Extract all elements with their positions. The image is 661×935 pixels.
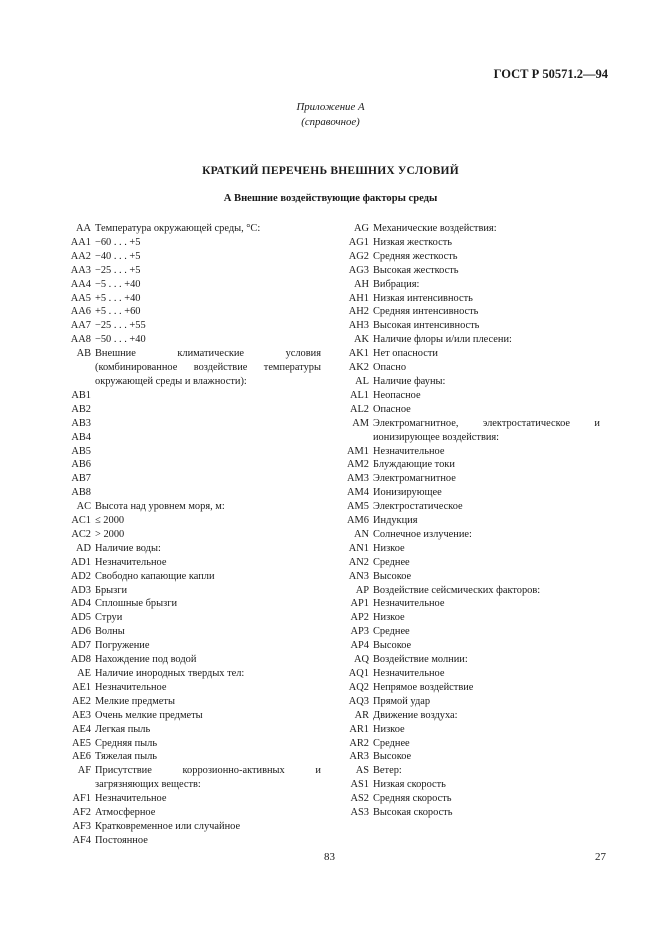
- list-item: [65, 542, 321, 556]
- right-column: [343, 222, 600, 820]
- item-code: AD6: [70, 626, 91, 638]
- list-item: [343, 486, 600, 500]
- item-code: AS2: [350, 793, 369, 805]
- item-text: Погружение: [95, 640, 150, 652]
- item-code: AD2: [70, 570, 91, 582]
- item-code: AN3: [348, 570, 369, 582]
- list-item: [343, 500, 600, 514]
- item-text: Наличие инородных твердых тел:: [95, 668, 245, 679]
- item-code: AA4: [70, 278, 91, 290]
- list-item: [343, 347, 600, 361]
- item-code: AN1: [348, 542, 369, 554]
- item-text: −60 . . . +5: [95, 236, 141, 248]
- item-code: AA2: [70, 250, 91, 262]
- list-item: [65, 709, 321, 723]
- item-text: Постоянное: [95, 834, 148, 846]
- list-item: [343, 222, 600, 236]
- item-code: AC2: [71, 528, 91, 540]
- item-text: Низкая скорость: [373, 779, 446, 791]
- list-item: [65, 514, 321, 528]
- list-item: [343, 723, 600, 737]
- item-text: Воздействие молнии:: [373, 654, 468, 666]
- item-code: AH2: [348, 306, 369, 318]
- item-code: AE2: [71, 695, 91, 707]
- standard-number: ГОСТ Р 50571.2—94: [493, 67, 608, 81]
- item-text: Незначительное: [95, 556, 167, 568]
- list-item: [65, 222, 321, 236]
- item-text: Высокая интенсивность: [373, 320, 480, 332]
- list-item: [65, 723, 321, 737]
- item-text: Прямой удар: [373, 695, 431, 707]
- item-text: Низкое: [373, 723, 405, 735]
- item-text: Вибрация:: [373, 278, 420, 290]
- list-item: [65, 611, 321, 625]
- item-code: AD4: [70, 598, 91, 610]
- item-code: AG3: [348, 264, 369, 276]
- item-code: AL2: [349, 403, 369, 415]
- item-code: AA8: [70, 334, 91, 346]
- item-code: AE5: [71, 737, 91, 749]
- item-text: Движение воздуха:: [373, 709, 458, 721]
- list-item: [343, 737, 600, 751]
- item-text: Средняя жесткость: [373, 250, 458, 262]
- list-item: [65, 556, 321, 570]
- item-text: Наличие фауны:: [373, 375, 446, 387]
- item-text: Незначительное: [373, 598, 445, 610]
- item-text: Низкая жесткость: [373, 236, 452, 248]
- item-text: Блуждающие токи: [373, 459, 455, 471]
- item-code: AH: [353, 278, 369, 290]
- item-text: −5 . . . +40: [95, 278, 141, 290]
- item-code: AL: [355, 375, 369, 387]
- item-code: AB1: [71, 389, 91, 401]
- list-item: [343, 750, 600, 764]
- item-text: Очень мелкие предметы: [95, 709, 203, 721]
- item-text: Опасно: [373, 362, 407, 374]
- list-item: [343, 584, 600, 598]
- list-item: [65, 792, 321, 806]
- list-item: [343, 625, 600, 639]
- appendix-note: (справочное): [301, 116, 360, 128]
- item-text: Средняя интенсивность: [373, 306, 479, 318]
- item-code: AS: [355, 765, 369, 777]
- item-text: Внешние климатические условия (комбинированное воздействие температуры окружающей среды и влажности):: [95, 348, 321, 387]
- item-text: Ветер:: [373, 765, 402, 777]
- list-item: [65, 333, 321, 347]
- item-text: Высокая жесткость: [373, 264, 459, 276]
- list-item: [343, 639, 600, 653]
- list-item: [343, 792, 600, 806]
- list-item: [65, 639, 321, 653]
- item-code: AB6: [71, 459, 91, 471]
- item-code: AP3: [350, 626, 369, 638]
- item-text: Брызги: [95, 584, 128, 596]
- item-text: Незначительное: [95, 793, 167, 805]
- item-code: AF: [77, 765, 91, 777]
- item-code: AD8: [70, 654, 91, 666]
- item-code: AF3: [72, 820, 91, 832]
- item-text: Механические воздействия:: [373, 223, 497, 234]
- item-text: −25 . . . +5: [95, 264, 141, 276]
- list-item: [65, 820, 321, 834]
- list-item: [343, 389, 600, 403]
- list-item: [65, 458, 321, 472]
- item-text: Электромагнитное: [373, 473, 456, 485]
- item-text: −25 . . . +55: [95, 320, 146, 332]
- item-code: AH3: [348, 320, 369, 332]
- item-code: AD1: [70, 556, 91, 568]
- item-code: AP: [355, 584, 369, 596]
- list-item: [343, 361, 600, 375]
- list-item: [343, 778, 600, 792]
- list-item: [65, 500, 321, 514]
- list-item: [65, 319, 321, 333]
- list-item: [65, 584, 321, 598]
- item-text: Неопасное: [373, 389, 421, 401]
- list-item: [343, 556, 600, 570]
- list-item: [343, 472, 600, 486]
- item-code: AE6: [71, 751, 91, 763]
- list-item: [343, 292, 600, 306]
- item-code: AB4: [71, 431, 91, 443]
- page-number-center: 83: [324, 851, 335, 863]
- list-item: [343, 653, 600, 667]
- item-code: AE1: [71, 681, 91, 693]
- list-item: [343, 542, 600, 556]
- appendix-heading: [0, 100, 661, 130]
- list-item: [65, 625, 321, 639]
- item-text: Наличие флоры и/или плесени:: [373, 334, 512, 346]
- item-text: Индукция: [373, 515, 418, 527]
- item-text: Непрямое воздействие: [373, 681, 474, 693]
- item-text: Нет опасности: [373, 348, 438, 360]
- list-item: [343, 528, 600, 542]
- item-code: AK1: [348, 348, 369, 360]
- list-item: [343, 403, 600, 417]
- item-text: Легкая пыль: [95, 723, 151, 735]
- item-code: AR: [354, 709, 369, 721]
- list-item: [65, 681, 321, 695]
- list-item: [65, 278, 321, 292]
- item-text: Атмосферное: [95, 807, 156, 819]
- list-item: [65, 403, 321, 417]
- item-text: Температура окружающей среды, °С:: [95, 223, 261, 234]
- list-item: [65, 570, 321, 584]
- list-item: [343, 695, 600, 709]
- item-code: AF4: [72, 834, 91, 846]
- item-text: Средняя скорость: [373, 793, 452, 805]
- list-item: [65, 347, 321, 389]
- list-item: [343, 681, 600, 695]
- item-code: AB8: [71, 487, 91, 499]
- list-item: [65, 486, 321, 500]
- item-text: Средняя пыль: [95, 737, 158, 749]
- item-code: AM3: [347, 473, 369, 485]
- item-text: Солнечное излучение:: [373, 528, 472, 540]
- item-code: AR3: [349, 751, 369, 763]
- item-text: Низкое: [373, 612, 405, 624]
- list-item: [65, 806, 321, 820]
- item-code: AK: [353, 334, 369, 346]
- list-item: [65, 445, 321, 459]
- list-item: [343, 417, 600, 445]
- item-text: Ионизирующее: [373, 487, 442, 499]
- item-code: AN: [353, 528, 369, 540]
- item-code: AQ3: [348, 695, 369, 707]
- list-item: [65, 834, 321, 848]
- item-code: AS3: [350, 807, 369, 819]
- item-text: Мелкие предметы: [95, 695, 175, 707]
- item-text: +5 . . . +40: [95, 292, 141, 304]
- item-code: AB7: [71, 473, 91, 485]
- item-text: Наличие воды:: [95, 542, 161, 554]
- item-text: +5 . . . +60: [95, 306, 141, 318]
- item-code: AB3: [71, 417, 91, 429]
- item-code: AH1: [348, 292, 369, 304]
- item-code: AP2: [350, 612, 369, 624]
- item-text: Нахождение под водой: [95, 654, 197, 666]
- item-code: AM2: [347, 459, 369, 471]
- list-item: [343, 709, 600, 723]
- list-item: [65, 292, 321, 306]
- item-text: Высота над уровнем моря, м:: [95, 501, 225, 513]
- item-text: Свободно капающие капли: [95, 570, 215, 582]
- item-text: Тяжелая пыль: [95, 751, 158, 763]
- item-code: AG1: [348, 236, 369, 248]
- item-text: Опасное: [373, 403, 411, 415]
- item-text: Струи: [95, 612, 123, 624]
- item-code: AF1: [72, 793, 91, 805]
- item-code: AL1: [349, 389, 369, 401]
- list-item: [65, 389, 321, 403]
- item-code: AD: [75, 542, 91, 554]
- list-item: [65, 417, 321, 431]
- item-text: Электромагнитное, электростатическое и ионизирующее воздействия:: [373, 417, 600, 443]
- page-number-right: 27: [595, 851, 606, 863]
- item-text: Воздействие сейсмических факторов:: [373, 584, 541, 596]
- list-item: [343, 514, 600, 528]
- left-column: [65, 222, 321, 848]
- list-item: [343, 611, 600, 625]
- item-code: AM: [352, 417, 369, 429]
- item-code: AM4: [347, 487, 369, 499]
- list-item: [343, 319, 600, 333]
- list-item: [343, 375, 600, 389]
- list-item: [343, 278, 600, 292]
- item-code: AA1: [70, 236, 91, 248]
- item-text: −40 . . . +5: [95, 250, 141, 262]
- item-text: Незначительное: [373, 668, 445, 679]
- item-text: Волны: [95, 626, 125, 638]
- item-text: Высокое: [373, 570, 412, 582]
- list-item: [343, 570, 600, 584]
- item-code: AA: [75, 223, 91, 234]
- list-item: [65, 750, 321, 764]
- list-item: [343, 764, 600, 778]
- list-item: [343, 667, 600, 681]
- list-item: [65, 431, 321, 445]
- list-item: [65, 236, 321, 250]
- item-code: AN2: [348, 556, 369, 568]
- item-text: Низкое: [373, 542, 405, 554]
- item-code: AB2: [71, 403, 91, 415]
- list-item: [343, 305, 600, 319]
- page-title: КРАТКИЙ ПЕРЕЧЕНЬ ВНЕШНИХ УСЛОВИЙ: [202, 165, 459, 177]
- list-item: [65, 653, 321, 667]
- item-code: AQ2: [348, 681, 369, 693]
- item-text: Среднее: [373, 556, 410, 568]
- item-text: Незначительное: [373, 445, 445, 457]
- list-item: [65, 472, 321, 486]
- item-code: AQ1: [348, 668, 369, 679]
- item-code: AG2: [348, 250, 369, 262]
- item-text: Высокая скорость: [373, 807, 453, 819]
- item-code: AD5: [70, 612, 91, 624]
- list-item: [343, 333, 600, 347]
- item-text: > 2000: [95, 528, 125, 540]
- list-item: [65, 305, 321, 319]
- item-code: AA7: [70, 320, 91, 332]
- item-text: Кратковременное или случайное: [95, 820, 241, 832]
- item-code: AF2: [72, 807, 91, 819]
- list-item: [65, 667, 321, 681]
- item-code: AR2: [349, 737, 369, 749]
- item-text: Присутствие коррозионно-активных и загрязняющих веществ:: [95, 765, 321, 791]
- list-item: [343, 445, 600, 459]
- item-code: AM6: [347, 515, 369, 527]
- item-code: AB5: [71, 445, 91, 457]
- item-code: AM5: [347, 501, 369, 513]
- item-text: Низкая интенсивность: [373, 292, 473, 304]
- item-text: Электростатическое: [373, 501, 463, 513]
- list-item: [65, 737, 321, 751]
- section-subtitle: А Внешние воздействующие факторы среды: [223, 193, 438, 204]
- item-text: ≤ 2000: [95, 515, 125, 527]
- item-code: AP4: [350, 640, 369, 652]
- item-code: AP1: [350, 598, 369, 610]
- list-item: [343, 264, 600, 278]
- item-code: AE4: [71, 723, 91, 735]
- list-item: [343, 458, 600, 472]
- item-code: AB: [76, 348, 91, 360]
- item-text: Сплошные брызги: [95, 598, 178, 610]
- item-text: Среднее: [373, 737, 410, 749]
- list-item: [343, 806, 600, 820]
- list-item: [343, 597, 600, 611]
- item-code: AS1: [350, 779, 369, 791]
- item-text: Среднее: [373, 626, 410, 638]
- list-item: [343, 236, 600, 250]
- item-code: AE3: [71, 709, 91, 721]
- list-item: [65, 597, 321, 611]
- item-code: AE: [77, 668, 91, 679]
- list-item: [65, 695, 321, 709]
- item-text: Высокое: [373, 751, 412, 763]
- list-item: [65, 528, 321, 542]
- item-text: Незначительное: [95, 681, 167, 693]
- list-item: [343, 250, 600, 264]
- item-code: AA6: [70, 306, 91, 318]
- item-text: Высокое: [373, 640, 412, 652]
- item-code: AG: [353, 223, 369, 234]
- item-code: AM1: [347, 445, 369, 457]
- item-code: AA3: [70, 264, 91, 276]
- item-code: AC1: [71, 515, 91, 527]
- item-text: −50 . . . +40: [95, 334, 146, 346]
- appendix-label: Приложение А: [296, 101, 365, 113]
- item-code: AD3: [70, 584, 91, 596]
- list-item: [65, 250, 321, 264]
- item-code: AQ: [353, 654, 369, 666]
- list-item: [65, 764, 321, 792]
- list-item: [65, 264, 321, 278]
- item-code: AK2: [348, 362, 369, 374]
- item-code: AD7: [70, 640, 91, 652]
- item-code: AR1: [349, 723, 369, 735]
- item-code: AC: [76, 501, 91, 513]
- item-code: AA5: [70, 292, 91, 304]
